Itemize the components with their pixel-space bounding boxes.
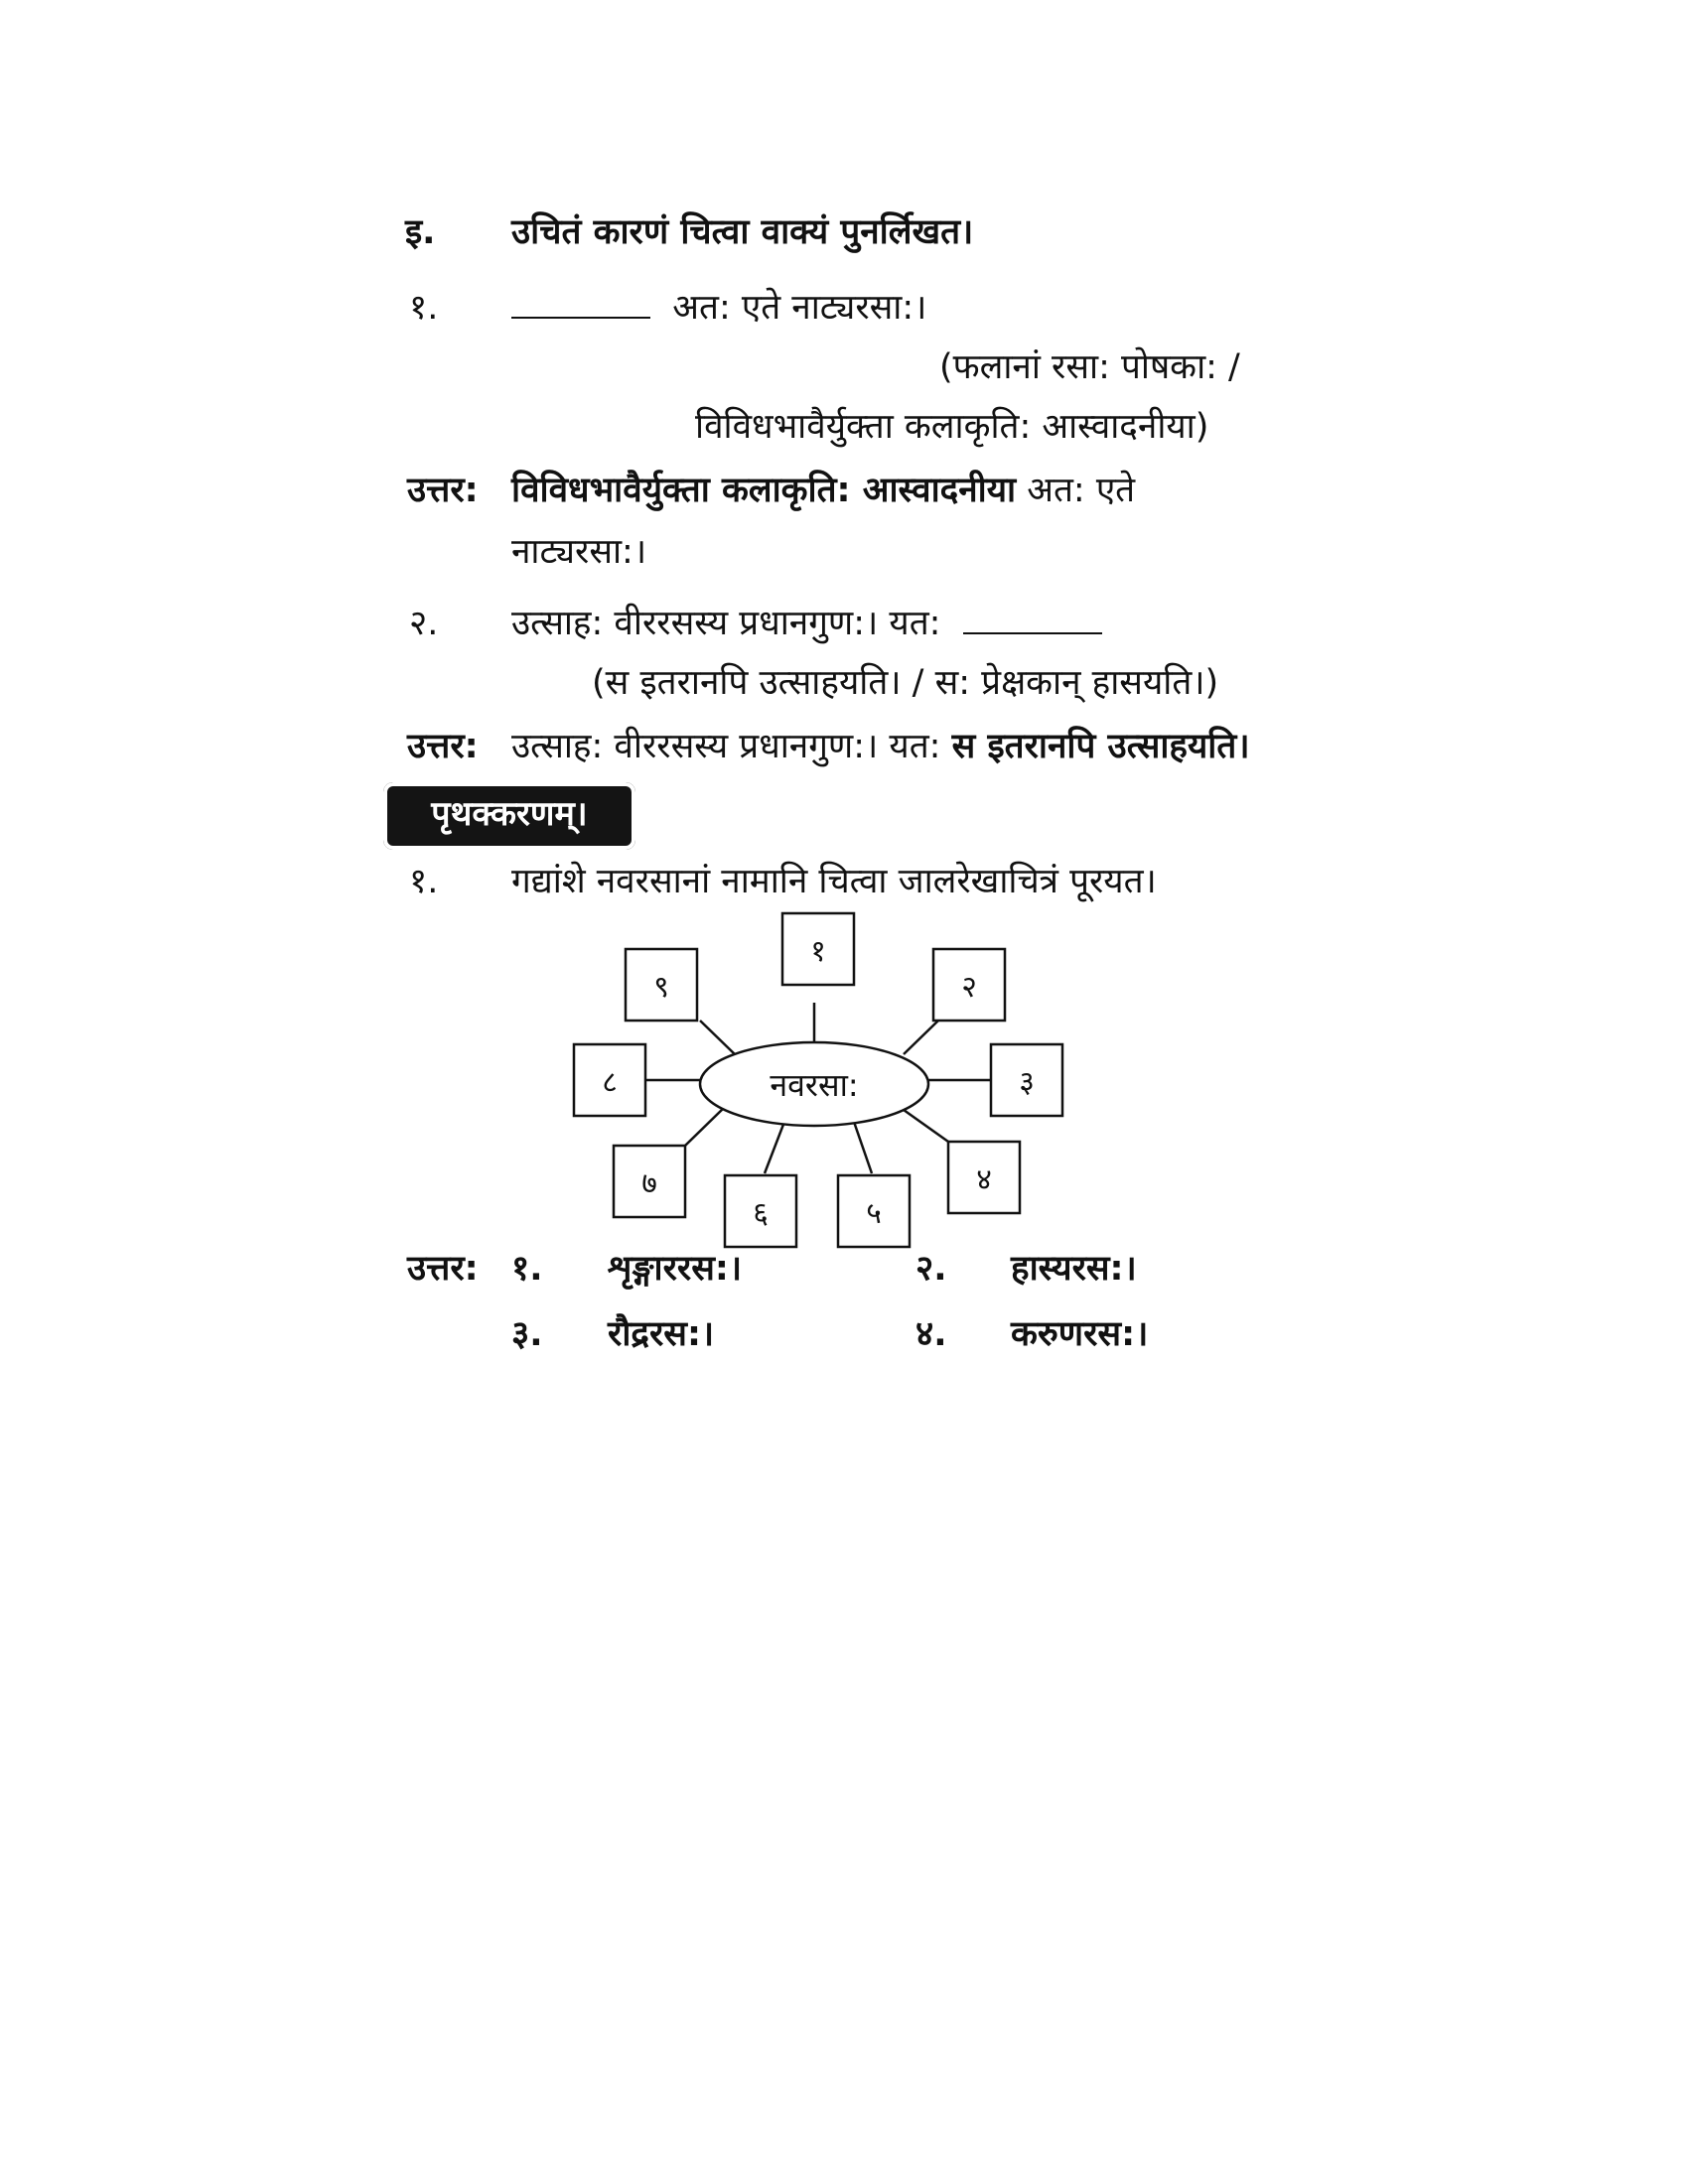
answer-item-3-text: रौद्ररस:। — [608, 1314, 715, 1354]
box-9-label: ९ — [653, 970, 669, 1005]
answer-item-4-num: ४. — [915, 1314, 947, 1354]
answer-1-bold: विविधभावैर्युक्ता कलाकृति: आस्वादनीया — [511, 471, 1017, 510]
answer-label-2: उत्तर: — [407, 727, 479, 766]
box-1-label: १ — [810, 934, 826, 969]
answer-item-1-text: शृङ्गाररस:। — [608, 1249, 743, 1289]
box-8-label: ८ — [602, 1065, 618, 1100]
section-marker: इ. — [405, 212, 436, 252]
box-2-label: २ — [961, 970, 977, 1005]
answer-item-2-num: २. — [915, 1249, 947, 1289]
answer-item-3-num: ३. — [511, 1314, 543, 1354]
box-6-label: ६ — [753, 1196, 769, 1231]
question-1-options-line2: विविधभावैर्युक्ता कलाकृति: आस्वादनीया) — [695, 407, 1209, 447]
box-3-label: ३ — [1019, 1065, 1035, 1100]
section-badge-label: पृथक्करणम्। — [431, 794, 588, 834]
answer-2-bold: स इतरानपि उत्साहयति। — [951, 727, 1250, 766]
answer-2-plain: उत्साह: वीररसस्य प्रधानगुण:। यत: — [511, 727, 941, 766]
connector-5 — [854, 1122, 872, 1173]
connector-9 — [700, 1021, 735, 1054]
connector-7 — [685, 1107, 725, 1146]
answer-1-line2: नाट्यरसा:। — [511, 532, 647, 572]
answers-label: उत्तर: — [407, 1249, 479, 1289]
answer-item-2-text: हास्यरस:। — [1011, 1249, 1137, 1289]
question-number-1: १. — [409, 288, 439, 328]
question-2-options: (स इतरानपि उत्साहयति। / स: प्रेक्षकान् हासयति।) — [592, 663, 1219, 703]
answer-item-1-num: १. — [511, 1249, 543, 1289]
section-heading: उचितं कारणं चित्वा वाक्यं पुनर्लिखत। — [511, 212, 974, 252]
question-number-2: २. — [409, 604, 439, 643]
box-7-label: ७ — [641, 1166, 657, 1201]
box-5-label: ५ — [866, 1196, 882, 1231]
answer-1-rest: अत: एते — [1027, 471, 1136, 510]
connector-2 — [904, 1021, 938, 1054]
center-label: नवरसा: — [770, 1066, 859, 1104]
question-1-options-line1: (फलानां रसा: पोषका: / — [939, 347, 1240, 387]
connector-6 — [765, 1122, 784, 1173]
connector-4 — [904, 1110, 948, 1142]
web-question-text: गद्यांशे नवरसानां नामानि चित्वा जालरेखाचित्रं पूरयत। — [511, 862, 1157, 901]
web-question-number: १. — [409, 862, 439, 901]
question-1-text: अत: एते नाट्यरसा:। — [672, 288, 927, 328]
box-4-label: ४ — [976, 1162, 992, 1197]
question-2-text: उत्साह: वीररसस्य प्रधानगुण:। यत: — [511, 604, 941, 643]
answer-label-1: उत्तर: — [407, 471, 479, 510]
answer-item-4-text: करुणरस:। — [1011, 1314, 1149, 1354]
